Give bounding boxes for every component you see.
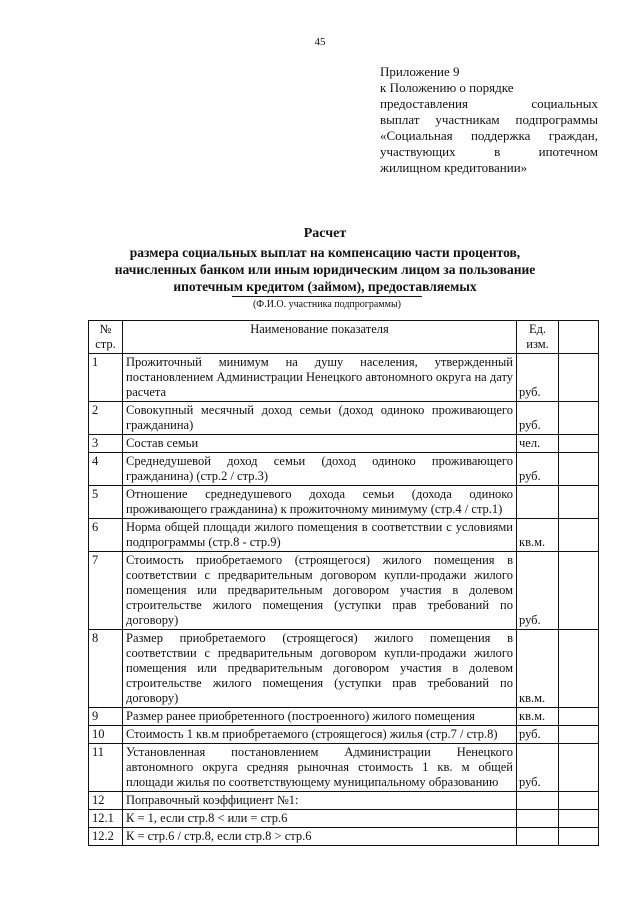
row-name: Размер ранее приобретенного (построенного) жилого помещения	[123, 708, 517, 726]
header-name: Наименование показателя	[123, 321, 517, 354]
table-header-row	[89, 321, 599, 354]
header-value	[559, 321, 599, 354]
row-name: К = стр.6 / стр.8, если стр.8 > стр.6	[123, 828, 517, 846]
row-num: 12.2	[89, 828, 123, 846]
row-unit: руб.	[517, 744, 559, 792]
row-name: Поправочный коэффициент №1:	[123, 792, 517, 810]
row-unit: руб.	[517, 726, 559, 744]
appendix-line: Приложение 9	[380, 64, 460, 79]
table-row	[89, 810, 599, 828]
row-name: Установленная постановлением Администрации Ненецкого автономного округа средняя рыночная стоимость 1 кв. м общей площади жилья по соответствующему муниципальному образованию	[123, 744, 517, 792]
row-value[interactable]	[559, 726, 599, 744]
row-value[interactable]	[559, 486, 599, 519]
row-num: 1	[89, 354, 123, 402]
table-row	[89, 726, 599, 744]
calculation-table	[88, 320, 599, 846]
row-num: 12.1	[89, 810, 123, 828]
row-unit: руб.	[517, 402, 559, 435]
row-value[interactable]	[559, 792, 599, 810]
row-num: 11	[89, 744, 123, 792]
document-title	[90, 225, 560, 295]
row-num: 7	[89, 552, 123, 630]
row-unit: кв.м.	[517, 708, 559, 726]
row-num: 4	[89, 453, 123, 486]
row-name: Размер приобретаемого (строящегося) жилого помещения в соответствии с предварительным договором купли-продажи жилого помещения или предварительным договором участия в долевом строительстве жилого помещения (уступки прав требований по договору)	[123, 630, 517, 708]
row-name: Совокупный месячный доход семьи (доход одиноко проживающего гражданина)	[123, 402, 517, 435]
table-row	[89, 792, 599, 810]
table-row	[89, 708, 599, 726]
row-unit: руб.	[517, 453, 559, 486]
row-value[interactable]	[559, 828, 599, 846]
table-body	[89, 354, 599, 846]
appendix-line: жилищном кредитовании»	[380, 160, 528, 175]
row-name: К = 1, если стр.8 < или = стр.6	[123, 810, 517, 828]
row-name: Состав семьи	[123, 435, 517, 453]
header-unit: Ед. изм.	[517, 321, 559, 354]
row-name: Стоимость 1 кв.м приобретаемого (строящегося) жилья (стр.7 / стр.8)	[123, 726, 517, 744]
row-name: Отношение среднедушевого дохода семьи (дохода одиноко проживающего гражданина) к прожиточному минимуму (стр.4 / стр.1)	[123, 486, 517, 519]
row-value[interactable]	[559, 552, 599, 630]
row-name: Прожиточный минимум на душу населения, утвержденный постановлением Администрации Ненецкого автономного округа на дату расчета	[123, 354, 517, 402]
row-value[interactable]	[559, 402, 599, 435]
row-value[interactable]	[559, 630, 599, 708]
row-value[interactable]	[559, 708, 599, 726]
row-value[interactable]	[559, 435, 599, 453]
page-number: 45	[314, 36, 326, 48]
row-num: 9	[89, 708, 123, 726]
header-num: № стр.	[89, 321, 123, 354]
row-num: 5	[89, 486, 123, 519]
title-line: ипотечным кредитом (займом), предоставляемых	[173, 279, 477, 294]
table-row	[89, 486, 599, 519]
row-unit: кв.м.	[517, 630, 559, 708]
row-unit: руб.	[517, 552, 559, 630]
row-name: Стоимость приобретаемого (строящегося) жилого помещения в соответствии с предварительным договором купли-продажи жилого помещения или предварительным договором участия в долевом строительстве жилого помещения (уступки прав требований по договору)	[123, 552, 517, 630]
row-unit: кв.м.	[517, 519, 559, 552]
row-num: 10	[89, 726, 123, 744]
appendix-line: участвующих в ипотечном	[380, 144, 598, 159]
row-value[interactable]	[559, 519, 599, 552]
row-value[interactable]	[559, 810, 599, 828]
row-num: 8	[89, 630, 123, 708]
row-name: Среднедушевой доход семьи (доход одиноко проживающего гражданина) (стр.2 / стр.3)	[123, 453, 517, 486]
fio-caption: (Ф.И.О. участника подпрограммы)	[232, 296, 422, 310]
table-row	[89, 552, 599, 630]
title-main: Расчет	[303, 226, 347, 241]
row-num: 6	[89, 519, 123, 552]
row-value[interactable]	[559, 354, 599, 402]
appendix-line: выплат участникам подпрограммы	[380, 112, 598, 127]
table-row	[89, 354, 599, 402]
table-row	[89, 435, 599, 453]
table-row	[89, 744, 599, 792]
row-num: 12	[89, 792, 123, 810]
row-value[interactable]	[559, 744, 599, 792]
table-row	[89, 402, 599, 435]
row-unit	[517, 486, 559, 519]
title-line: начисленных банком или иным юридическим лицом за пользование	[114, 262, 536, 277]
appendix-block	[380, 64, 598, 176]
title-line: размера социальных выплат на компенсацию части процентов,	[129, 245, 521, 260]
row-unit	[517, 792, 559, 810]
row-num: 2	[89, 402, 123, 435]
appendix-line: к Положению о порядке	[380, 80, 514, 95]
appendix-line: предоставления социальных	[380, 96, 598, 111]
row-name: Норма общей площади жилого помещения в соответствии с условиями подпрограммы (стр.8 - стр.9)	[123, 519, 517, 552]
row-unit	[517, 828, 559, 846]
appendix-line: «Социальная поддержка граждан,	[380, 128, 598, 143]
table-row	[89, 453, 599, 486]
row-unit: руб.	[517, 354, 559, 402]
table-row	[89, 630, 599, 708]
row-num: 3	[89, 435, 123, 453]
row-unit	[517, 810, 559, 828]
table-row	[89, 519, 599, 552]
row-unit: чел.	[517, 435, 559, 453]
table-row	[89, 828, 599, 846]
row-value[interactable]	[559, 453, 599, 486]
